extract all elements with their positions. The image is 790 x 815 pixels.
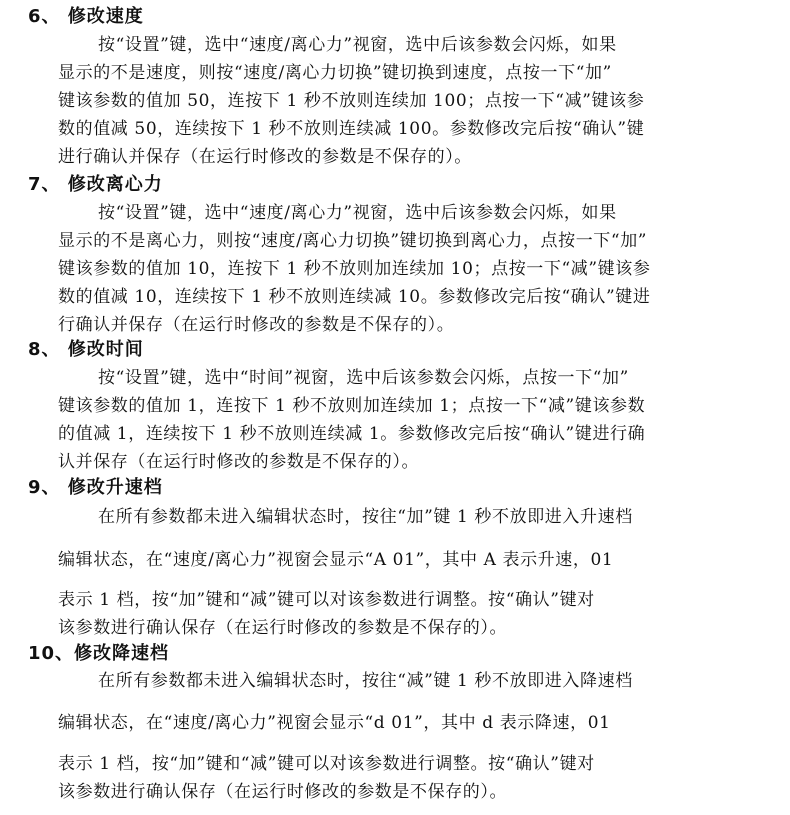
section-8-line-1: 按“设置”键，选中“时间”视窗，选中后该参数会闪烁，点按一下“加”	[98, 368, 629, 388]
section-heading-6: 6、 修改速度	[28, 6, 144, 27]
section-9-line-4: 该参数进行确认保存（在运行时修改的参数是不保存的）。	[58, 618, 508, 638]
section-7-line-4: 数的值减 10，连续按下 1 秒不放则连续减 10。参数修改完后按“确认”键进	[58, 287, 651, 307]
section-heading-8: 8、 修改时间	[28, 339, 144, 360]
section-7-line-1: 按“设置”键，选中“速度/离心力”视窗，选中后该参数会闪烁，如果	[98, 203, 617, 223]
section-7-line-2: 显示的不是离心力，则按“速度/离心力切换”键切换到离心力，点按一下“加”	[58, 231, 648, 251]
section-heading-7: 7、 修改离心力	[28, 174, 163, 195]
section-10-line-2: 编辑状态，在“速度/离心力”视窗会显示“d 01”，其中 d 表示降速，01	[58, 713, 611, 733]
section-6-line-1: 按“设置”键，选中“速度/离心力”视窗，选中后该参数会闪烁，如果	[98, 35, 617, 55]
section-8-line-2: 键该参数的值加 1，连按下 1 秒不放则加连续加 1；点按一下“减”键该参数	[58, 396, 646, 416]
section-heading-10: 10、修改降速档	[28, 643, 170, 664]
section-6-line-2: 显示的不是速度，则按“速度/离心力切换”键切换到速度，点按一下“加”	[58, 63, 612, 83]
section-9-line-2: 编辑状态，在“速度/离心力”视窗会显示“A 01”，其中 A 表示升速，01	[58, 550, 614, 570]
section-6-line-5: 进行确认并保存（在运行时修改的参数是不保存的）。	[58, 147, 472, 167]
section-10-line-3: 表示 1 档，按“加”键和“减”键可以对该参数进行调整。按“确认”键对	[58, 754, 595, 774]
section-6-line-3: 键该参数的值加 50，连按下 1 秒不放则连续加 100；点按一下“减”键该参	[58, 91, 645, 111]
section-10-line-4: 该参数进行确认保存（在运行时修改的参数是不保存的）。	[58, 782, 508, 802]
section-9-line-3: 表示 1 档，按“加”键和“减”键可以对该参数进行调整。按“确认”键对	[58, 590, 595, 610]
section-heading-9: 9、 修改升速档	[28, 477, 163, 498]
section-10-line-1: 在所有参数都未进入编辑状态时，按往“减”键 1 秒不放即进入降速档	[98, 671, 633, 691]
section-7-line-3: 键该参数的值加 10，连按下 1 秒不放则加连续加 10；点按一下“减”键该参	[58, 259, 651, 279]
section-9-line-1: 在所有参数都未进入编辑状态时，按往“加”键 1 秒不放即进入升速档	[98, 507, 633, 527]
section-7-line-5: 行确认并保存（在运行时修改的参数是不保存的）。	[58, 315, 455, 335]
section-6-line-4: 数的值减 50，连续按下 1 秒不放则连续减 100。参数修改完后按“确认”键	[58, 119, 645, 139]
section-8-line-3: 的值减 1，连续按下 1 秒不放则连续减 1。参数修改完后按“确认”键进行确	[58, 424, 646, 444]
section-8-line-4: 认并保存（在运行时修改的参数是不保存的）。	[58, 452, 420, 472]
